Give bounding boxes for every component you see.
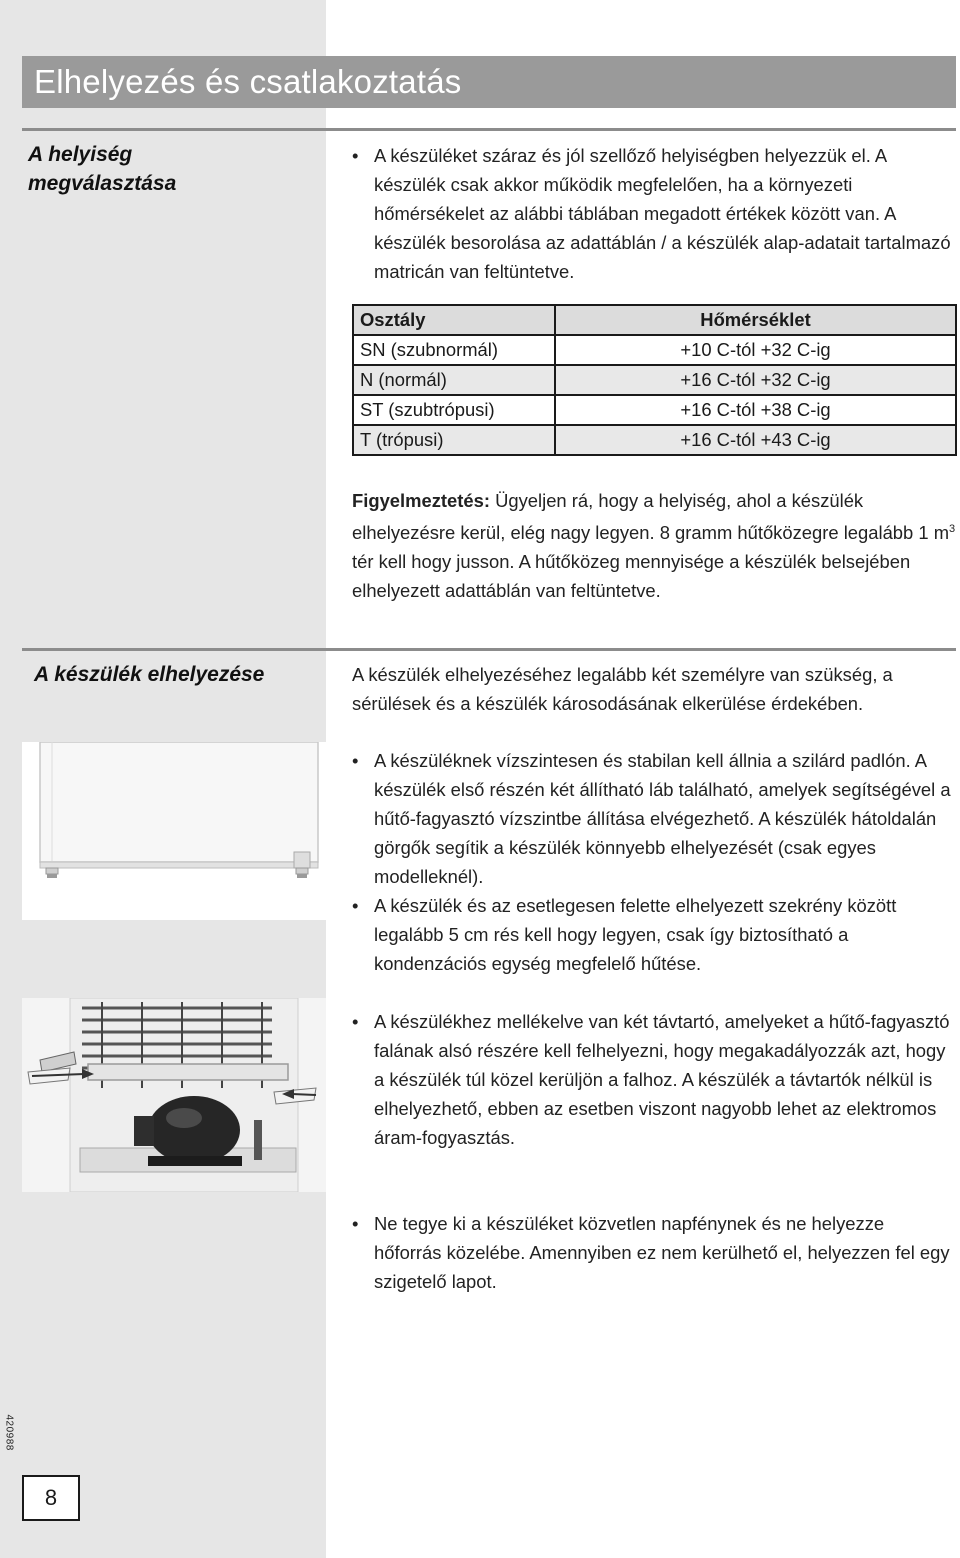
list-item: • A készülék és az esetlegesen felette elhelyezett szekrény között legalább 5 cm rés kell hogy legyen, csak így biztosítható a kondenzációs egység megfelelő hűtése. <box>352 891 952 978</box>
table-row <box>353 365 956 395</box>
list-item: • Ne tegye ki a készüléket közvetlen napfénynek és ne helyezze hőforrás közelébe. Amennyiben ez nem kerülhető el, helyezzen fel egy szigetelő lapot. <box>352 1209 952 1296</box>
table-cell-temperature: +16 C-tól +43 C-ig <box>555 425 956 455</box>
table-header-temperature: Hőmérséklet <box>555 305 956 335</box>
table-row <box>353 335 956 365</box>
room-bullet-list <box>352 141 952 286</box>
table-header-class: Osztály <box>353 305 555 335</box>
section-heading-room-line2: megválasztása <box>28 172 177 195</box>
warning-text-part1: Ügyeljen rá, hogy a helyiség, ahol a készülék elhelyezésre kerül, elég nagy legyen. 8 gramm hűtőközegre legalább 1 m <box>352 490 950 544</box>
list-item: • A készüléket száraz és jól szellőző helyiségben helyezzük el. A készülék csak akkor működik megfelelően, ha a környezeti hőmérsékelet az alábbi táblában megadott értékek között van. A készülék besorolása az adattáblán / a készülék alap-adatait tartalmazó matricán van feltüntetve. <box>352 141 952 286</box>
section-rule-left-2 <box>22 648 326 651</box>
compressor-spacer-illustration <box>22 998 326 1192</box>
placement-bullet-list-1 <box>352 746 952 978</box>
list-item: • A készüléknek vízszintesen és stabilan kell állnia a szilárd padlón. A készülék első részén két állítható láb található, amelyek segítségével a hűtő-fagyasztó vízszintbe állítása elvégezhető. A készülék hátoldalán görgők segítik a készülék könnyebb elhelyezését (csak egyes modelleknél). <box>352 746 952 891</box>
warning-text-part2: tér kell hogy jusson. A hűtőközeg mennyisége a készülék belsejében elhelyezett adattáblán van feltüntetve. <box>352 551 911 602</box>
page-number: 8 <box>22 1475 80 1521</box>
table-cell-class: N (normál) <box>353 365 555 395</box>
warning-paragraph <box>352 486 956 605</box>
page-title: Elhelyezés és csatlakoztatás <box>34 63 462 100</box>
title-bar <box>22 56 956 108</box>
section-heading-room-line1: A helyiség <box>28 143 133 166</box>
table-row <box>353 425 956 455</box>
document-number: 420988 <box>3 1414 15 1451</box>
section-rule-right-2 <box>326 648 956 651</box>
table-header-row <box>353 305 956 335</box>
table-cell-class: ST (szubtrópusi) <box>353 395 555 425</box>
climate-class-table <box>352 304 957 456</box>
table-cell-class: T (trópusi) <box>353 425 555 455</box>
section-heading-placement <box>34 660 264 689</box>
section-heading-placement-text: A készülék elhelyezése <box>34 663 265 686</box>
table-row <box>353 395 956 425</box>
section-rule-right <box>326 128 956 131</box>
section-rule-left <box>22 128 326 131</box>
placement-bullet-list-2 <box>352 1007 952 1152</box>
placement-bullet-list-3 <box>352 1209 952 1296</box>
table-cell-temperature: +16 C-tól +38 C-ig <box>555 395 956 425</box>
fridge-feet-illustration <box>22 742 326 920</box>
table-cell-temperature: +16 C-tól +32 C-ig <box>555 365 956 395</box>
warning-superscript: 3 <box>949 523 956 535</box>
table-cell-class: SN (szubnormál) <box>353 335 555 365</box>
list-item: • A készülékhez mellékelve van két távtartó, amelyeket a hűtő-fagyasztó falának alsó részére kell felhelyezni, hogy megakadályozzák azt, hogy a készülék túl közel kerüljön a falhoz. A készülék a távtartók nélkül is elhelyezhető, ebben az esetben viszont nagyobb lehet az elektromos áram-fogyasztás. <box>352 1007 952 1152</box>
placement-intro: A készülék elhelyezéséhez legalább két személyre van szükség, a sérülések és a készülék károsodásának elkerülése érdekében. <box>352 664 893 714</box>
table-cell-temperature: +10 C-tól +32 C-ig <box>555 335 956 365</box>
warning-label: Figyelmeztetés: <box>352 490 490 511</box>
section-heading-room <box>28 140 176 198</box>
